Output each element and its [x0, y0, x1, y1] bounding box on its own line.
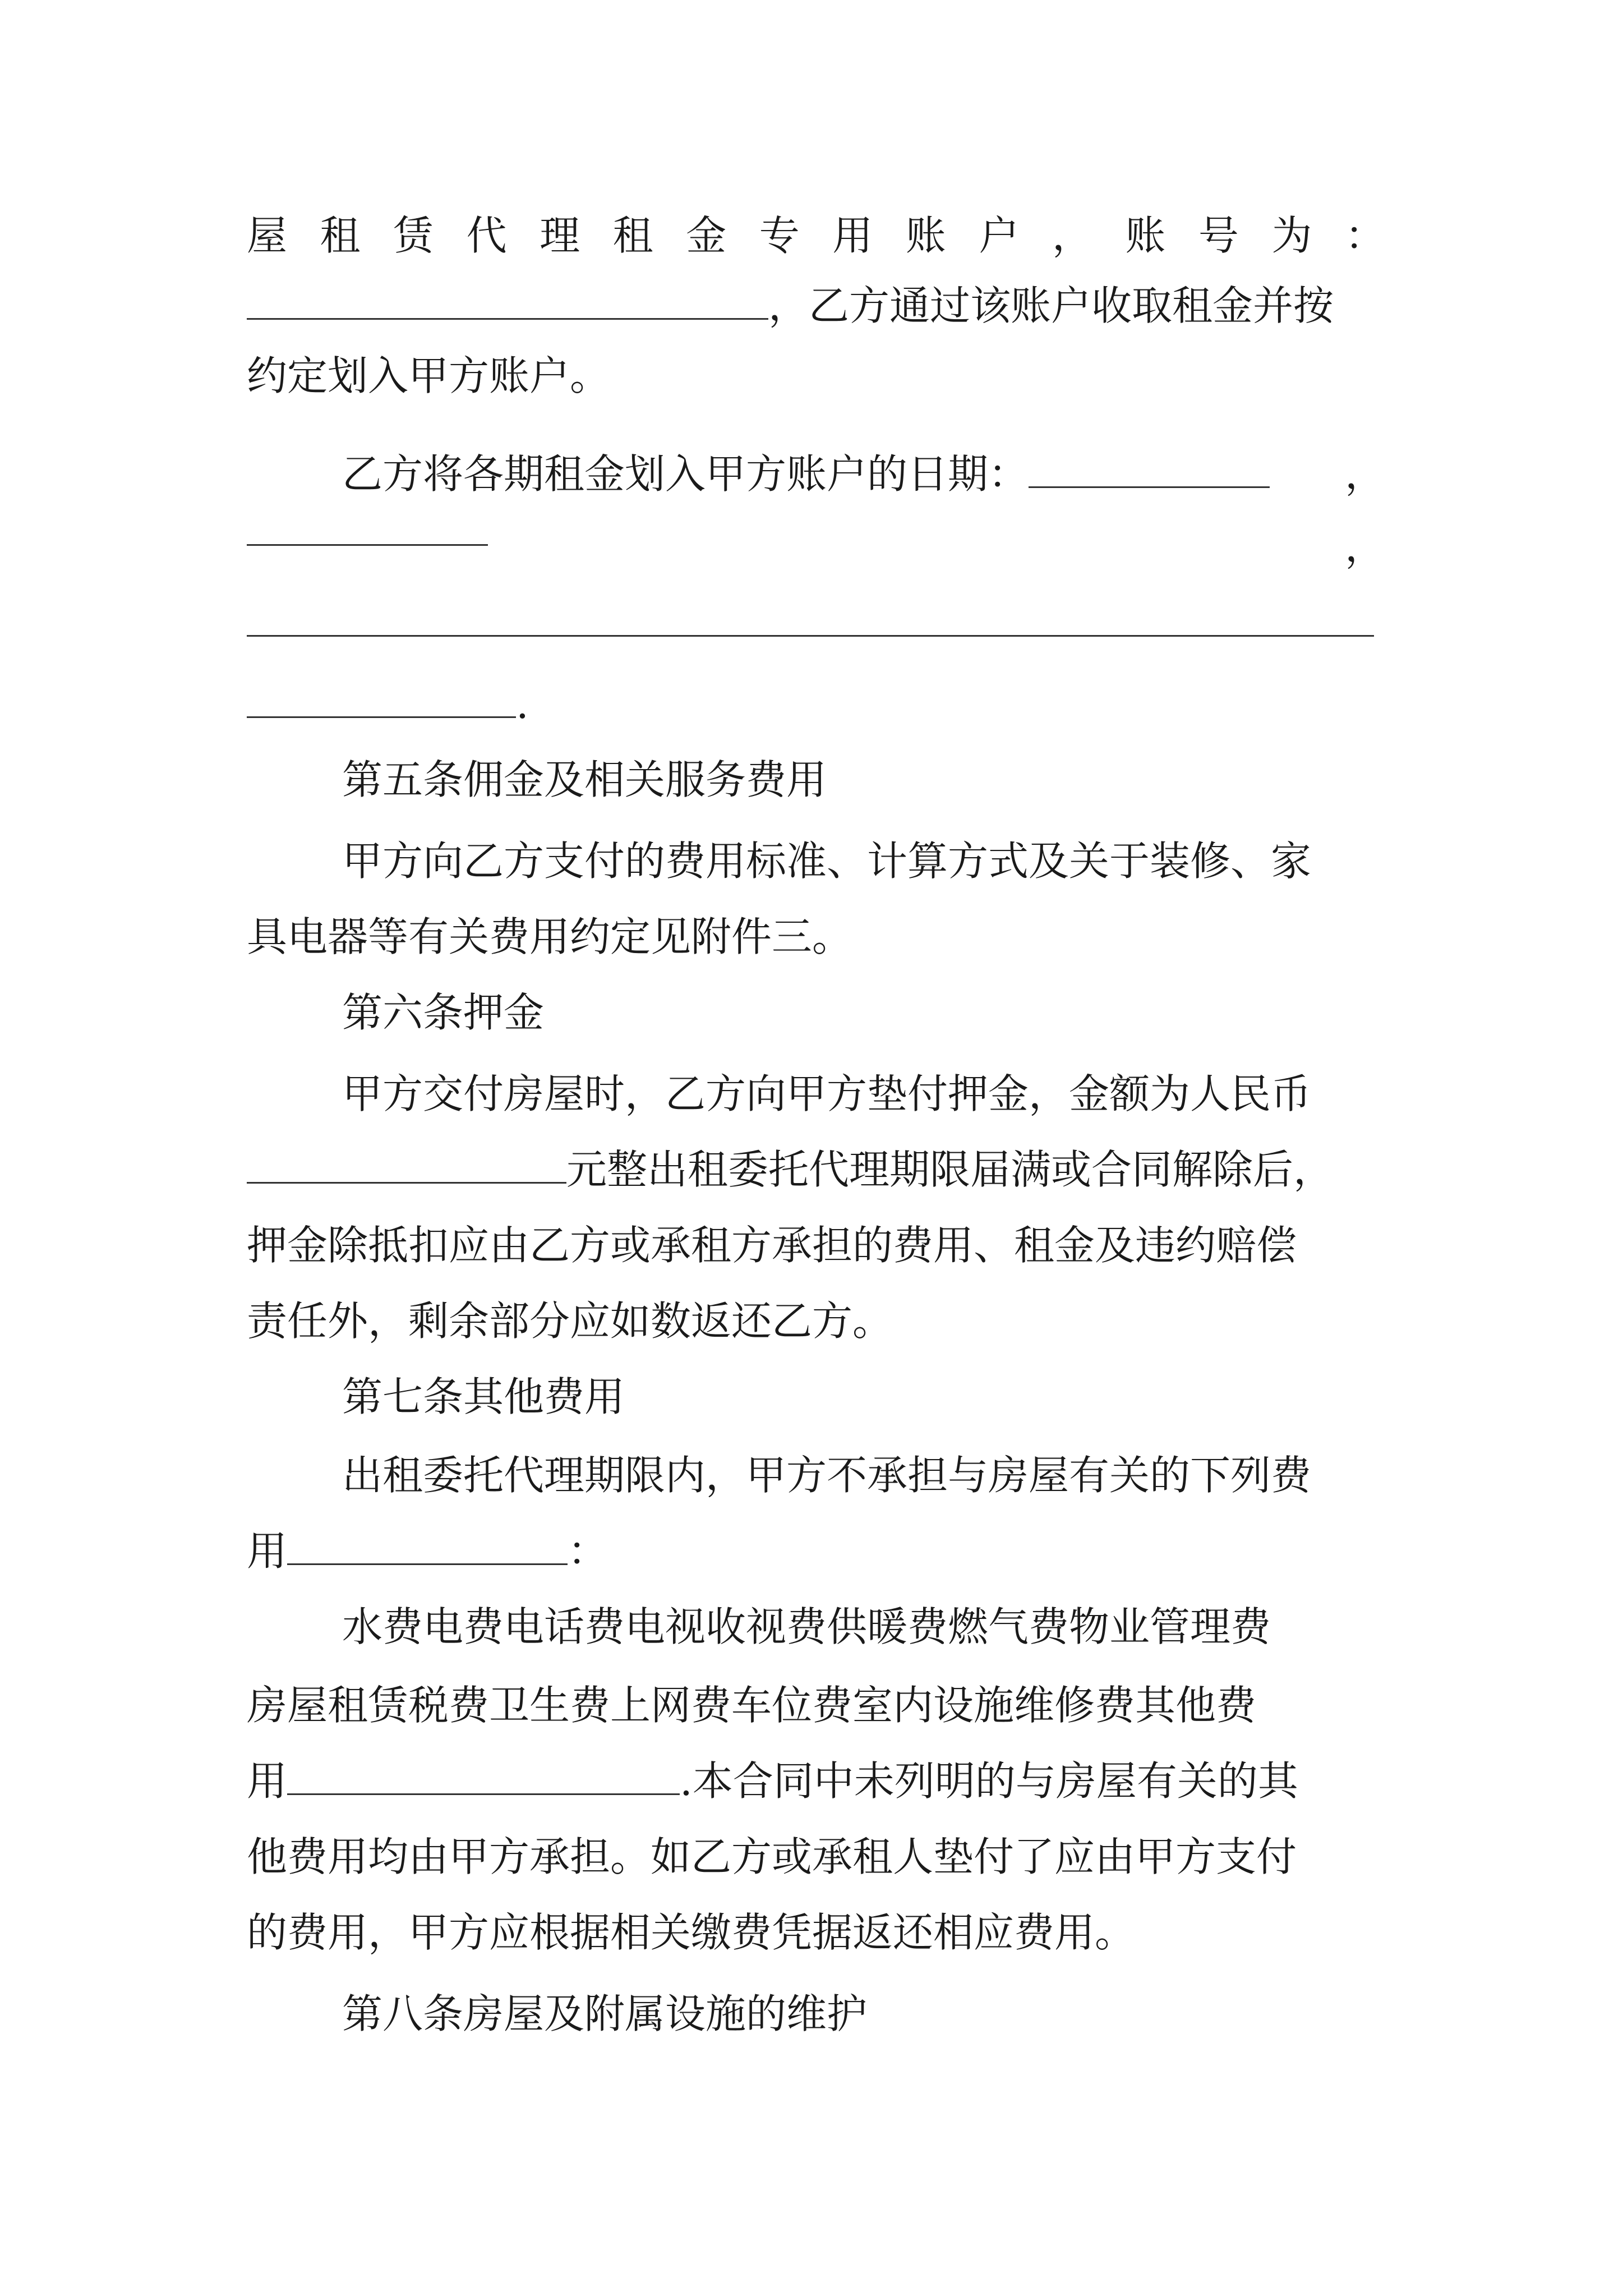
- text-char: 户: [979, 212, 1020, 259]
- text-run: 元整出租委托代理期限届满或合同解除后，: [566, 1146, 1334, 1193]
- paragraph-line: 房屋租赁税费卫生费上网费车位费室内设施维修费其他费: [247, 1682, 1257, 1729]
- account-number-blank[interactable]: [247, 282, 768, 320]
- text-char: 代: [466, 212, 507, 259]
- text-char: 金: [686, 212, 727, 259]
- text-line: 约定划入甲方账户。: [247, 352, 611, 399]
- period: .: [516, 680, 529, 728]
- article-8-heading: 第八条房屋及附属设施的维护: [342, 1990, 868, 2037]
- text-char: 租: [612, 212, 653, 259]
- text-char: 租: [320, 212, 361, 259]
- fee-list-line: [247, 1512, 1385, 1590]
- text-run: 用: [247, 1527, 288, 1575]
- deposit-line: [247, 1130, 1385, 1209]
- paragraph-line: 水费电费电话费电视收视费供暖费燃气费物业管理费: [342, 1603, 1271, 1650]
- paragraph-line: 甲方向乙方支付的费用标准、计算方式及关于装修、家: [342, 838, 1312, 885]
- text-char: 账: [905, 212, 946, 259]
- blank-line: [247, 583, 1385, 662]
- article-5-heading: 第五条佣金及相关服务费用: [342, 756, 827, 803]
- paragraph-line: 押金除抵扣应由乙方或承租方承担的费用、租金及违约赔偿: [247, 1222, 1297, 1269]
- comma: ，: [1344, 450, 1385, 498]
- text-run: 用: [247, 1757, 288, 1805]
- text-char: 屋: [247, 212, 288, 259]
- text-char: 用: [832, 212, 873, 259]
- comma: ，: [1344, 523, 1385, 570]
- text-run: .本合同中未列明的与房屋有关的其: [680, 1757, 1298, 1805]
- paragraph-line: 具电器等有关费用约定见附件三。: [247, 913, 853, 960]
- paragraph-line: 他费用均由甲方承担。如乙方或承租人垫付了应由甲方支付: [247, 1833, 1297, 1880]
- fee-blank[interactable]: [287, 1527, 568, 1565]
- long-blank[interactable]: [247, 599, 1374, 637]
- other-fee-blank[interactable]: [287, 1757, 680, 1795]
- text-char: 为: [1271, 212, 1312, 259]
- short-blank[interactable]: [247, 680, 516, 718]
- other-fee-line: [247, 1742, 1385, 1820]
- paragraph-line: 责任外，剩余部分应如数返还乙方。: [247, 1297, 893, 1345]
- text-char: 理: [540, 212, 580, 259]
- text-char: ，: [1052, 212, 1092, 259]
- paragraph-line: 甲方交付房屋时，乙方向甲方垫付押金，金额为人民币: [342, 1070, 1312, 1117]
- deposit-amount-blank[interactable]: [247, 1145, 566, 1184]
- transfer-date-blank-1[interactable]: [1029, 450, 1270, 488]
- blank-line-end: [247, 665, 1385, 743]
- account-number-line: [247, 266, 1385, 345]
- account-line: [247, 196, 1385, 275]
- article-6-heading: 第六条押金: [342, 989, 545, 1036]
- paragraph-line: 出租委托代理期限内，甲方不承担与房屋有关的下列费: [342, 1452, 1312, 1499]
- text-char: ：: [1344, 212, 1385, 259]
- text-char: 赁: [393, 212, 434, 259]
- text-char: 账: [1125, 212, 1166, 259]
- transfer-date-line-2: [247, 508, 1385, 586]
- text-char: 专: [759, 212, 800, 259]
- text-run: ：: [568, 1527, 608, 1575]
- text-run: 乙方将各期租金划入甲方账户的日期：: [342, 450, 1029, 498]
- paragraph-line: 的费用，甲方应根据相关缴费凭据返还相应费用。: [247, 1909, 1136, 1956]
- transfer-date-line: [342, 435, 1385, 513]
- transfer-date-blank-2[interactable]: [247, 508, 488, 546]
- text-char: 号: [1198, 212, 1239, 259]
- article-7-heading: 第七条其他费用: [342, 1373, 625, 1420]
- text-run: ，乙方通过该账户收取租金并按: [768, 282, 1334, 329]
